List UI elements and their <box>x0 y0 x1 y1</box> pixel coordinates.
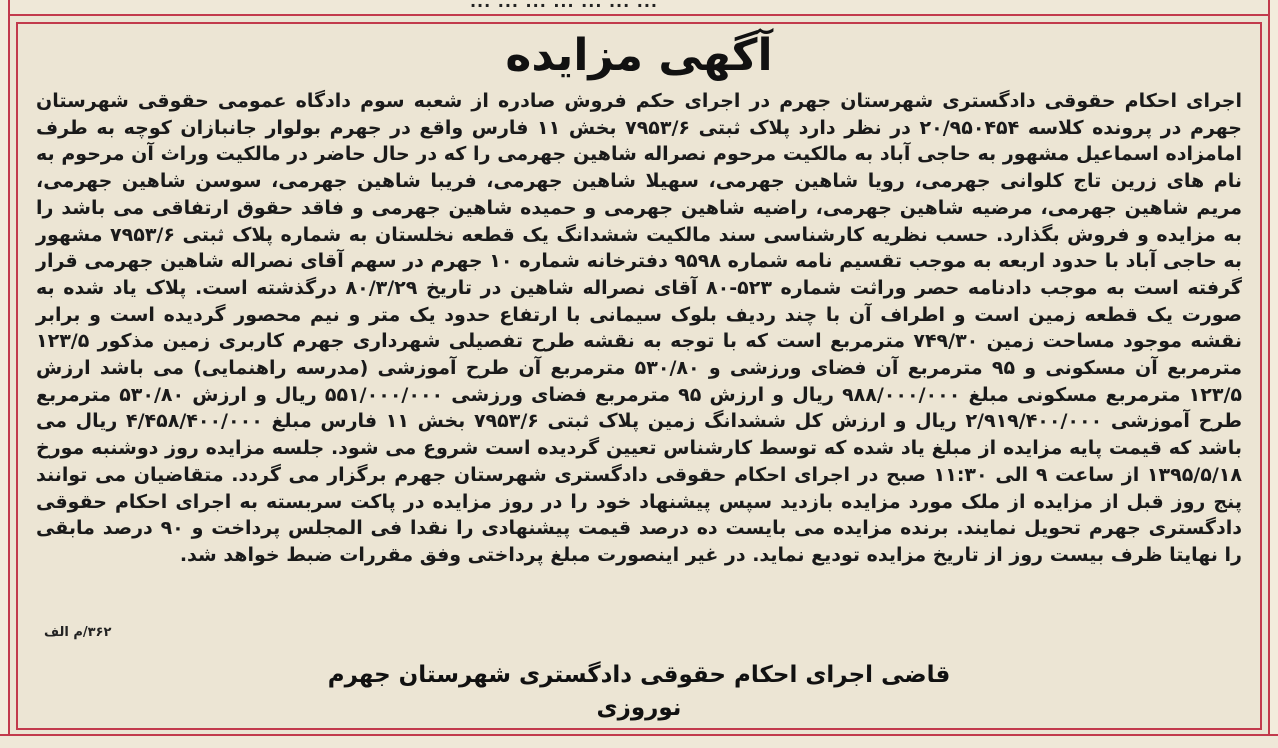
bottom-clipped-strip <box>0 734 1278 748</box>
left-frame-border <box>0 0 10 748</box>
right-frame-border <box>1268 0 1278 748</box>
notice-title: آگهی مزایده <box>505 30 773 81</box>
signature-name: نوروزی <box>596 695 682 721</box>
notice-body: اجرای احکام حقوقی دادگستری شهرستان جهرم در اجرای حکم فروش صادره از شعبه سوم دادگاه عمومی حقوقی شهرستان جهرم در پرونده کلاسه ۲۰/۹۵۰۴۵۴ در نظر دارد پلاک ثبتی ۷۹۵۳/۶ بخش ۱۱ فارس واقع در جهرم بولوار جانبازان کوچه به طرف امامزاده اسماعیل مشهور به حاجی آباد به مالکیت مرحوم نصراله شاهین جهرمی را که در حال حاضر در مالکیت وراث آن مرحوم به نام های زرین تاج کلوانی جهرمی، رویا شاهین جهرمی، سهیلا شاهین جهرمی، فریبا شاهین جهرمی، سوسن شاهین جهرمی، مریم شاهین جهرمی، مرضیه شاهین جهرمی، راضیه شاهین جهرمی و حمیده شاهین جهرمی و فاقد حقوق ارتفاقی می باشد را به مزایده و فروش بگذارد. حسب نظریه کارشناسی سند مالکیت ششدانگ یک قطعه نخلستان به شماره پلاک ثبتی ۷۹۵۳/۶ مشهور به حاجی آباد با حدود اربعه به موجب تقسیم نامه شماره ۹۵۹۸ دفترخانه شماره ۱۰ جهرم در سهم آقای نصراله شاهین جهرمی قرار گرفته است به موجب دادنامه حصر وراثت شماره ۵۲۳-۸۰ آقای نصراله شاهین در تاریخ ۸۰/۳/۲۹ درگذشته است. پلاک یاد شده به صورت یک قطعه زمین است و اطراف آن با چند ردیف بلوک سیمانی با ارتفاع حدود یک متر و نیم محصور گردیده است و برابر نقشه موجود مساحت زمین ۷۴۹/۳۰ مترمربع است که با توجه به نقشه طرح تفصیلی شهرداری جهرم کاربری زمین مذکور ۱۲۳/۵ مترمربع آن مسکونی و ۹۵ مترمربع آن فضای ورزشی و ۵۳۰/۸۰ مترمربع آن طرح آموزشی (مدرسه راهنمایی) می باشد ارزش ۱۲۳/۵ مترمربع مسکونی مبلغ ۹۸۸/۰۰۰/۰۰۰ ریال و ارزش ۹۵ مترمربع فضای ورزشی ۵۵۱/۰۰۰/۰۰۰ ریال و ارزش ۵۳۰/۸۰ مترمربع طرح آموزشی ۲/۹۱۹/۴۰۰/۰۰۰ ریال و ارزش کل ششدانگ زمین پلاک ثبتی ۷۹۵۳/۶ بخش ۱۱ فارس مبلغ ۴/۴۵۸/۴۰۰/۰۰۰ ریال می باشد که قیمت پایه مزایده از مبلغ یاد شده که توسط کارشناس تعیین گردیده است شروع می شود. جلسه مزایده روز دوشنبه مورخ ۱۳۹۵/۵/۱۸ از ساعت ۹ الی ۱۱:۳۰ صبح در اجرای احکام حقوقی دادگستری شهرستان جهرم برگزار می گردد. متقاضیان می توانند پنج روز قبل از مزایده از ملک مورد مزایده بازدید سپس پیشنهاد خود را در روز مزایده در پاکت سربسته به اجرای احکام حقوقی دادگستری جهرم تحویل نمایند. برنده مزایده می بایست ده درصد قیمت پیشنهادی را نقدا فی المجلس پرداخت و ۹۰ درصد مابقی را نهایتا ظرف بیست روز از تاریخ مزایده تودیع نماید. در غیر اینصورت مبلغ پرداختی وفق مقررات ضبط خواهد شد. <box>36 90 1242 566</box>
reference-code: ۳۶۲/م الف <box>44 625 112 640</box>
clipped-header-text: ... ... ... ... ... ... ... <box>469 0 658 11</box>
signature-title: قاضی اجرای احکام حقوقی دادگستری شهرستان جهرم <box>327 662 951 688</box>
top-clipped-strip <box>0 0 1278 16</box>
